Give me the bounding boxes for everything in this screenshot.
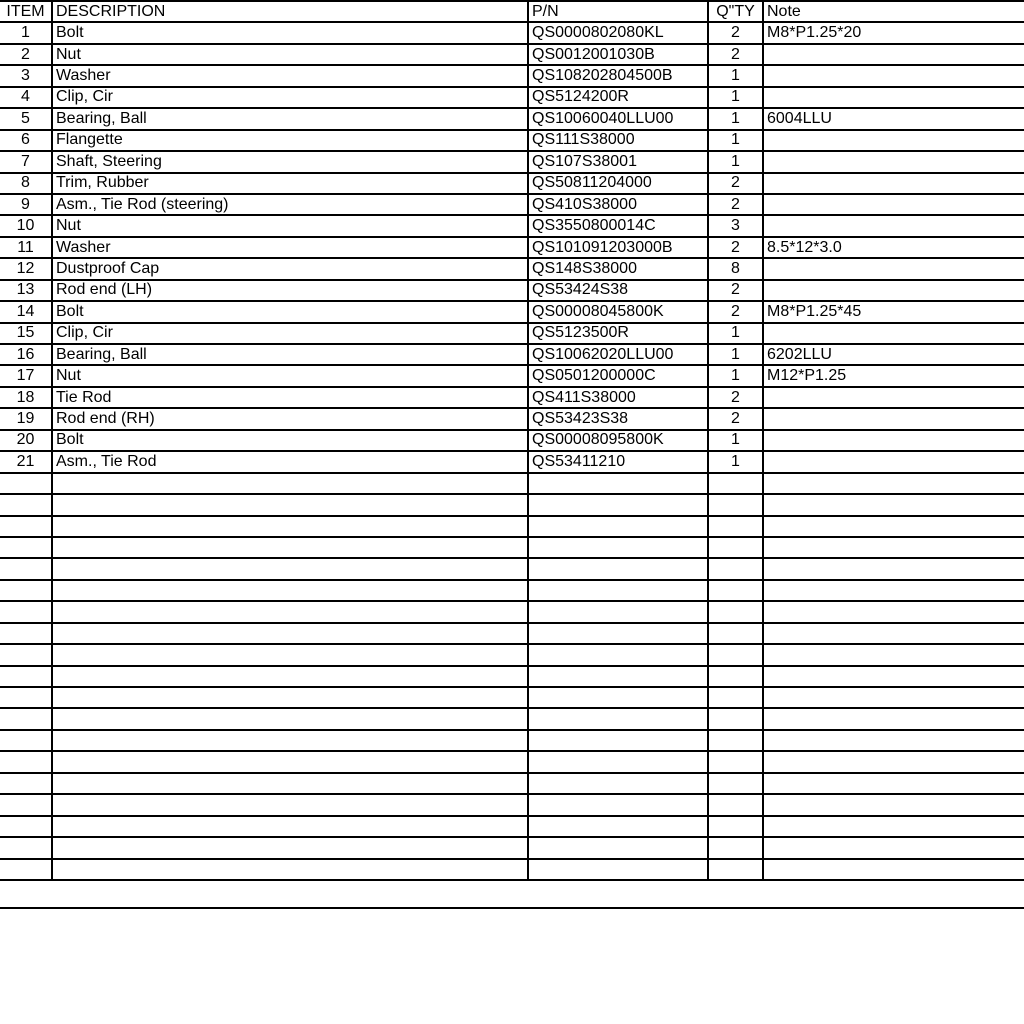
cell-part-number: QS53411210 bbox=[528, 451, 708, 472]
cell-item bbox=[0, 687, 52, 708]
cell-description bbox=[52, 644, 528, 665]
cell-item: 10 bbox=[0, 215, 52, 236]
cell-quantity: 3 bbox=[708, 215, 763, 236]
cell-quantity: 1 bbox=[708, 323, 763, 344]
cell-description bbox=[52, 623, 528, 644]
cell-part-number bbox=[528, 623, 708, 644]
cell-part-number bbox=[528, 580, 708, 601]
cell-note bbox=[763, 859, 1024, 881]
empty-table-row bbox=[0, 580, 1024, 601]
table-row bbox=[0, 237, 1024, 258]
cell-description bbox=[52, 837, 528, 858]
empty-table-row bbox=[0, 601, 1024, 622]
cell-description: Flangette bbox=[52, 130, 528, 151]
table-row bbox=[0, 387, 1024, 408]
cell-description bbox=[52, 859, 528, 881]
empty-table-row bbox=[0, 666, 1024, 687]
cell-note bbox=[763, 173, 1024, 194]
cell-part-number bbox=[528, 859, 708, 881]
table-row bbox=[0, 173, 1024, 194]
cell-item: 11 bbox=[0, 237, 52, 258]
cell-item: 1 bbox=[0, 22, 52, 43]
cell-part-number bbox=[528, 516, 708, 537]
cell-description: Nut bbox=[52, 44, 528, 65]
cell-part-number: QS3550800014C bbox=[528, 215, 708, 236]
cell-item: 6 bbox=[0, 130, 52, 151]
cell-description: Rod end (RH) bbox=[52, 408, 528, 429]
empty-table-row bbox=[0, 494, 1024, 515]
table-row bbox=[0, 408, 1024, 429]
cell-item bbox=[0, 558, 52, 579]
cell-quantity bbox=[708, 751, 763, 772]
cell-description bbox=[52, 666, 528, 687]
cell-quantity: 2 bbox=[708, 237, 763, 258]
cell-item bbox=[0, 601, 52, 622]
cell-quantity bbox=[708, 601, 763, 622]
bottom-rule bbox=[0, 907, 1024, 909]
cell-item: 3 bbox=[0, 65, 52, 86]
cell-quantity bbox=[708, 666, 763, 687]
cell-description bbox=[52, 687, 528, 708]
cell-item bbox=[0, 837, 52, 858]
cell-note bbox=[763, 494, 1024, 515]
cell-item: 20 bbox=[0, 430, 52, 451]
cell-description: Asm., Tie Rod (steering) bbox=[52, 194, 528, 215]
cell-note bbox=[763, 130, 1024, 151]
cell-part-number: QS0501200000C bbox=[528, 365, 708, 386]
cell-note bbox=[763, 644, 1024, 665]
table-row bbox=[0, 323, 1024, 344]
cell-description bbox=[52, 751, 528, 772]
table-row bbox=[0, 151, 1024, 172]
cell-part-number: QS148S38000 bbox=[528, 258, 708, 279]
cell-part-number bbox=[528, 773, 708, 794]
table-row bbox=[0, 280, 1024, 301]
cell-part-number bbox=[528, 666, 708, 687]
cell-quantity bbox=[708, 816, 763, 837]
cell-part-number: QS5123500R bbox=[528, 323, 708, 344]
cell-quantity: 2 bbox=[708, 194, 763, 215]
cell-quantity bbox=[708, 730, 763, 751]
cell-note bbox=[763, 794, 1024, 815]
empty-table-row bbox=[0, 751, 1024, 772]
cell-note bbox=[763, 194, 1024, 215]
cell-quantity: 2 bbox=[708, 173, 763, 194]
empty-table-row bbox=[0, 816, 1024, 837]
cell-item bbox=[0, 859, 52, 881]
cell-description bbox=[52, 558, 528, 579]
cell-item bbox=[0, 708, 52, 729]
cell-quantity: 1 bbox=[708, 65, 763, 86]
cell-description bbox=[52, 708, 528, 729]
cell-description: Dustproof Cap bbox=[52, 258, 528, 279]
cell-quantity: 2 bbox=[708, 301, 763, 322]
cell-description: Trim, Rubber bbox=[52, 173, 528, 194]
empty-table-row bbox=[0, 687, 1024, 708]
cell-quantity: 1 bbox=[708, 365, 763, 386]
cell-note bbox=[763, 558, 1024, 579]
cell-item: 19 bbox=[0, 408, 52, 429]
empty-table-row bbox=[0, 730, 1024, 751]
cell-note bbox=[763, 430, 1024, 451]
cell-item: 9 bbox=[0, 194, 52, 215]
empty-table-row bbox=[0, 794, 1024, 815]
cell-part-number bbox=[528, 708, 708, 729]
cell-item: 4 bbox=[0, 87, 52, 108]
cell-note bbox=[763, 387, 1024, 408]
cell-part-number: QS00008095800K bbox=[528, 430, 708, 451]
cell-description bbox=[52, 794, 528, 815]
cell-part-number bbox=[528, 537, 708, 558]
cell-note bbox=[763, 580, 1024, 601]
cell-note: M8*P1.25*45 bbox=[763, 301, 1024, 322]
cell-quantity bbox=[708, 773, 763, 794]
cell-description: Clip, Cir bbox=[52, 323, 528, 344]
cell-quantity: 1 bbox=[708, 451, 763, 472]
cell-quantity bbox=[708, 516, 763, 537]
cell-note: 8.5*12*3.0 bbox=[763, 237, 1024, 258]
cell-note bbox=[763, 44, 1024, 65]
cell-quantity: 1 bbox=[708, 151, 763, 172]
cell-quantity: 1 bbox=[708, 87, 763, 108]
cell-note bbox=[763, 537, 1024, 558]
cell-note bbox=[763, 666, 1024, 687]
cell-note: M8*P1.25*20 bbox=[763, 22, 1024, 43]
cell-description: Bolt bbox=[52, 430, 528, 451]
cell-description: Bearing, Ball bbox=[52, 108, 528, 129]
cell-quantity bbox=[708, 473, 763, 494]
cell-quantity: 1 bbox=[708, 108, 763, 129]
cell-note bbox=[763, 773, 1024, 794]
cell-description: Bolt bbox=[52, 22, 528, 43]
cell-item: 15 bbox=[0, 323, 52, 344]
table-row bbox=[0, 130, 1024, 151]
table-row bbox=[0, 365, 1024, 386]
cell-note bbox=[763, 751, 1024, 772]
cell-note bbox=[763, 837, 1024, 858]
cell-item bbox=[0, 794, 52, 815]
cell-quantity bbox=[708, 494, 763, 515]
cell-note bbox=[763, 687, 1024, 708]
empty-table-row bbox=[0, 644, 1024, 665]
cell-description bbox=[52, 473, 528, 494]
cell-quantity bbox=[708, 859, 763, 881]
cell-description: Washer bbox=[52, 65, 528, 86]
table-row bbox=[0, 451, 1024, 472]
cell-part-number: QS0000802080KL bbox=[528, 22, 708, 43]
cell-quantity bbox=[708, 837, 763, 858]
table-row bbox=[0, 108, 1024, 129]
cell-note bbox=[763, 215, 1024, 236]
cell-part-number bbox=[528, 601, 708, 622]
cell-description bbox=[52, 494, 528, 515]
cell-note bbox=[763, 280, 1024, 301]
cell-description bbox=[52, 601, 528, 622]
header-description: DESCRIPTION bbox=[52, 1, 528, 22]
cell-note bbox=[763, 516, 1024, 537]
cell-quantity bbox=[708, 687, 763, 708]
cell-part-number bbox=[528, 794, 708, 815]
table-row bbox=[0, 258, 1024, 279]
cell-description: Washer bbox=[52, 237, 528, 258]
cell-note bbox=[763, 408, 1024, 429]
cell-quantity bbox=[708, 708, 763, 729]
cell-quantity: 1 bbox=[708, 430, 763, 451]
empty-table-row bbox=[0, 623, 1024, 644]
cell-description bbox=[52, 730, 528, 751]
cell-quantity: 1 bbox=[708, 130, 763, 151]
cell-item bbox=[0, 623, 52, 644]
cell-item bbox=[0, 751, 52, 772]
cell-quantity bbox=[708, 623, 763, 644]
cell-quantity: 2 bbox=[708, 22, 763, 43]
cell-part-number: QS53424S38 bbox=[528, 280, 708, 301]
cell-item: 16 bbox=[0, 344, 52, 365]
cell-part-number bbox=[528, 816, 708, 837]
cell-note: M12*P1.25 bbox=[763, 365, 1024, 386]
empty-table-row bbox=[0, 708, 1024, 729]
cell-part-number: QS50811204000 bbox=[528, 173, 708, 194]
cell-part-number: QS101091203000B bbox=[528, 237, 708, 258]
cell-part-number bbox=[528, 730, 708, 751]
cell-item bbox=[0, 773, 52, 794]
table-row bbox=[0, 301, 1024, 322]
empty-table-row bbox=[0, 537, 1024, 558]
cell-description: Bolt bbox=[52, 301, 528, 322]
cell-item bbox=[0, 816, 52, 837]
cell-item bbox=[0, 644, 52, 665]
cell-part-number bbox=[528, 687, 708, 708]
cell-quantity bbox=[708, 580, 763, 601]
cell-item: 21 bbox=[0, 451, 52, 472]
cell-item: 8 bbox=[0, 173, 52, 194]
cell-part-number bbox=[528, 558, 708, 579]
empty-table-row bbox=[0, 516, 1024, 537]
cell-item bbox=[0, 516, 52, 537]
cell-part-number: QS107S38001 bbox=[528, 151, 708, 172]
cell-part-number: QS111S38000 bbox=[528, 130, 708, 151]
cell-description: Nut bbox=[52, 215, 528, 236]
cell-note bbox=[763, 708, 1024, 729]
table-row bbox=[0, 430, 1024, 451]
cell-note bbox=[763, 451, 1024, 472]
cell-note bbox=[763, 623, 1024, 644]
cell-note bbox=[763, 730, 1024, 751]
cell-description: Tie Rod bbox=[52, 387, 528, 408]
cell-part-number: QS0012001030B bbox=[528, 44, 708, 65]
empty-table-row bbox=[0, 837, 1024, 858]
cell-description: Shaft, Steering bbox=[52, 151, 528, 172]
header-note: Note bbox=[763, 1, 1024, 22]
cell-part-number: QS108202804500B bbox=[528, 65, 708, 86]
cell-item: 7 bbox=[0, 151, 52, 172]
empty-table-row bbox=[0, 473, 1024, 494]
table-row bbox=[0, 215, 1024, 236]
cell-description: Asm., Tie Rod bbox=[52, 451, 528, 472]
cell-quantity bbox=[708, 794, 763, 815]
cell-description: Clip, Cir bbox=[52, 87, 528, 108]
cell-quantity bbox=[708, 558, 763, 579]
cell-description bbox=[52, 773, 528, 794]
cell-note bbox=[763, 151, 1024, 172]
cell-quantity: 2 bbox=[708, 44, 763, 65]
cell-item: 12 bbox=[0, 258, 52, 279]
header-row bbox=[0, 1, 1024, 22]
cell-part-number: QS5124200R bbox=[528, 87, 708, 108]
cell-part-number: QS411S38000 bbox=[528, 387, 708, 408]
cell-note bbox=[763, 258, 1024, 279]
cell-part-number bbox=[528, 837, 708, 858]
cell-item: 13 bbox=[0, 280, 52, 301]
cell-item: 18 bbox=[0, 387, 52, 408]
cell-item bbox=[0, 730, 52, 751]
cell-part-number: QS53423S38 bbox=[528, 408, 708, 429]
cell-description: Bearing, Ball bbox=[52, 344, 528, 365]
cell-description: Rod end (LH) bbox=[52, 280, 528, 301]
cell-quantity: 2 bbox=[708, 387, 763, 408]
empty-table-row bbox=[0, 859, 1024, 881]
cell-note bbox=[763, 601, 1024, 622]
cell-description bbox=[52, 816, 528, 837]
cell-description bbox=[52, 580, 528, 601]
cell-quantity: 2 bbox=[708, 280, 763, 301]
table-row bbox=[0, 344, 1024, 365]
cell-quantity bbox=[708, 537, 763, 558]
cell-quantity: 1 bbox=[708, 344, 763, 365]
empty-table-row bbox=[0, 558, 1024, 579]
cell-note bbox=[763, 87, 1024, 108]
cell-item: 5 bbox=[0, 108, 52, 129]
cell-item: 17 bbox=[0, 365, 52, 386]
cell-part-number bbox=[528, 494, 708, 515]
cell-item bbox=[0, 494, 52, 515]
cell-part-number: QS00008045800K bbox=[528, 301, 708, 322]
cell-part-number bbox=[528, 473, 708, 494]
table-row bbox=[0, 65, 1024, 86]
cell-part-number bbox=[528, 644, 708, 665]
cell-item: 2 bbox=[0, 44, 52, 65]
cell-item bbox=[0, 537, 52, 558]
cell-item bbox=[0, 473, 52, 494]
cell-description bbox=[52, 537, 528, 558]
header-part-number: P/N bbox=[528, 1, 708, 22]
table-row bbox=[0, 194, 1024, 215]
header-item: ITEM bbox=[0, 1, 52, 22]
cell-item bbox=[0, 666, 52, 687]
cell-item bbox=[0, 580, 52, 601]
cell-part-number: QS10062020LLU00 bbox=[528, 344, 708, 365]
table-row bbox=[0, 87, 1024, 108]
cell-description: Nut bbox=[52, 365, 528, 386]
cell-note: 6202LLU bbox=[763, 344, 1024, 365]
empty-table-row bbox=[0, 773, 1024, 794]
cell-part-number: QS410S38000 bbox=[528, 194, 708, 215]
header-quantity: Q"TY bbox=[708, 1, 763, 22]
cell-note: 6004LLU bbox=[763, 108, 1024, 129]
cell-quantity bbox=[708, 644, 763, 665]
cell-note bbox=[763, 473, 1024, 494]
table-row bbox=[0, 22, 1024, 43]
cell-quantity: 8 bbox=[708, 258, 763, 279]
cell-part-number: QS10060040LLU00 bbox=[528, 108, 708, 129]
cell-quantity: 2 bbox=[708, 408, 763, 429]
cell-note bbox=[763, 816, 1024, 837]
table-row bbox=[0, 44, 1024, 65]
cell-part-number bbox=[528, 751, 708, 772]
cell-note bbox=[763, 323, 1024, 344]
parts-table-body bbox=[0, 1, 1024, 880]
cell-description bbox=[52, 516, 528, 537]
cell-item: 14 bbox=[0, 301, 52, 322]
cell-note bbox=[763, 65, 1024, 86]
